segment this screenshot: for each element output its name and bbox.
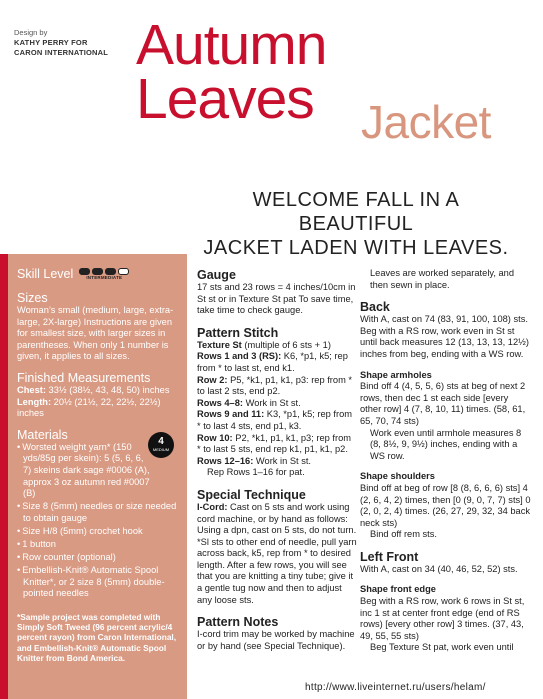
gauge-heading: Gauge <box>197 268 236 282</box>
deck-text <box>196 188 516 260</box>
designer-credit <box>14 28 108 58</box>
sizes-heading: Sizes <box>17 291 48 305</box>
list-item: • 1 button <box>17 539 179 551</box>
armholes-text-2: Work even until armhole measures 8 (8, 8½, 9, 9½) inches, ending with a WS row. <box>370 427 522 461</box>
chest-value: 33½ (38½, 43, 48, 50) inches <box>45 384 170 395</box>
gauge-text: 17 sts and 23 rows = 4 inches/10cm in St st or in Texture St pat To save time, take time to check gauge. <box>197 282 356 316</box>
repeat-text: Rep Rows 1–16 for pat. <box>207 467 305 478</box>
sidebar-panel <box>8 254 187 699</box>
row9-label: Rows 9 and 11: <box>197 409 265 420</box>
skill-bars-icon <box>79 268 129 275</box>
skill-level-row <box>17 267 179 281</box>
length-value: 20½ (21½, 22, 22½, 22½) inches <box>17 396 161 419</box>
skill-level-label: INTERMEDIATE <box>86 274 123 280</box>
shoulders-heading: Shape shoulders <box>360 471 435 482</box>
credit-designer: KATHY PERRY FOR <box>14 38 88 47</box>
icord-body: Cast on 5 sts and work using cord machine, or by hand as follows: Using a dpn, cast on 5 sts, do not turn. *Sl sts to other end of needle, pull yarn across back, k5, rep from * to desired length. After a few rows, you will see that you are knitting a tiny tube; give it a gentle tug now and then to adjust any loose sts. <box>197 501 357 605</box>
sizes-text: Woman’s small (medium, large, extra-large, 2X-large) Instructions are given for smallest size, with larger sizes in parentheses. When only 1 number is given, it applies to all sizes. <box>17 305 174 362</box>
row12-text: Work in St st. <box>253 455 312 466</box>
title-line-3: Jacket <box>361 96 491 148</box>
deck-line-1: WELCOME FALL IN A BEAUTIFUL <box>252 189 460 235</box>
left-front-text: With A, cast on 34 (40, 46, 52, 52) sts. <box>360 563 518 574</box>
list-item: • Embellish-Knit® Automatic Spool Knitter*, or 2 size 8 (5mm) double-pointed needles <box>17 565 179 600</box>
row4-text: Work in St st. <box>243 397 301 408</box>
deck-line-2: JACKET LADEN WITH LEAVES. <box>203 237 509 259</box>
row10-text: P2, *k1, p1, k1, p3; rep from * to last 5 sts, end rep k1, p1, k1, p2. <box>197 432 351 455</box>
texture-label: Texture St <box>197 339 242 350</box>
icord-label: I-Cord: <box>197 501 228 512</box>
shoulders-text-2: Bind off rem sts. <box>370 529 437 540</box>
icord-text <box>197 502 357 606</box>
pattern-stitch-heading: Pattern Stitch <box>197 325 279 340</box>
texture-text: (multiple of 6 sts + 1) <box>241 339 331 350</box>
armholes-heading: Shape armholes <box>360 369 432 380</box>
special-technique-heading: Special Technique <box>197 487 306 502</box>
finished-heading: Finished Measurements <box>17 370 151 385</box>
front-edge-heading: Shape front edge <box>360 584 436 595</box>
back-heading: Back <box>360 300 390 315</box>
column-middle <box>197 268 357 661</box>
yarn-weight-icon <box>148 432 174 458</box>
pattern-notes-heading: Pattern Notes <box>197 615 279 630</box>
footer-url[interactable]: http://www.liveinternet.ru/users/helam/ <box>305 682 486 693</box>
shoulders-text: Bind off at beg of row [8 (8, 6, 6, 6) sts] 4 (2, 6, 4, 2) times, then [0 (9, 0, 7, 7) sts] 0 (2, 0, 2, 4) times. (26, 27, 29, 32, 34 back neck sts) <box>360 482 531 528</box>
materials-heading: Materials <box>17 427 68 442</box>
row12-label: Rows 12–16: <box>197 455 254 466</box>
list-item: • Row counter (optional) <box>17 552 179 564</box>
row1-text: K6, *p1, k5; rep from * to last st, end k1. <box>197 351 348 373</box>
list-item: • Worsted weight yarn* (150 yds/85g per skein): 5 (5, 6, 6, 7) skeins dark sage #0006 (A), approx 3 oz autumn red #0007 (B) <box>17 442 179 500</box>
pattern-stitch-body <box>197 340 357 479</box>
yarn-weight-label: MEDIUM <box>152 447 170 452</box>
credit-company: CARON INTERNATIONAL <box>14 48 109 57</box>
row2-label: Row 2: <box>197 374 228 385</box>
sample-note: *Sample project was completed with Simply Soft Tweed (96 percent acrylic/4 percent rayon) from Caron International, and Embellish-Knit® Automatic Spool Knitter from Bond America. <box>17 611 177 663</box>
row4-label: Rows 4–8: <box>197 397 243 408</box>
row10-label: Row 10: <box>197 432 233 443</box>
skill-level-badge <box>79 268 129 281</box>
left-front-heading: Left Front <box>360 549 419 564</box>
title-line-1: Autumn <box>136 13 327 77</box>
front-edge-text-2: Beg Texture St pat, work even until <box>370 642 514 653</box>
credit-by: Design by <box>14 28 48 37</box>
yarn-weight-number: 4 <box>158 436 164 447</box>
row9-text: K3, *p1, k5; rep from * to last 4 sts, end p1, k3. <box>197 409 353 431</box>
intro-text: Leaves are worked separately, and then sewn in place. <box>370 268 515 290</box>
front-edge-text: Beg with a RS row, work 6 rows in St st, inc 1 st at center front edge (end of RS rows) [every other row] 3 times. (37, 43, 49, 55, 55 sts) <box>360 596 525 641</box>
title-line-2: Leaves <box>136 67 314 131</box>
materials-list <box>17 442 179 600</box>
chest-label: Chest: <box>17 384 46 395</box>
finished-measurements <box>17 385 179 420</box>
length-label: Length: <box>17 396 52 407</box>
column-right <box>360 268 532 654</box>
red-accent-bar <box>0 254 8 699</box>
row2-text: P5, *k1, p1, k1, p3: rep from * to last 2 sts, end p2. <box>197 374 353 397</box>
skill-level-heading: Skill Level <box>17 267 74 281</box>
list-item: • Size H/8 (5mm) crochet hook <box>17 526 179 538</box>
back-text: With A, cast on 74 (83, 91, 100, 108) sts. Beg with a RS row, work even in St st until back measures 12 (13, 13, 13, 12½) inches from beg, ending with a WS row. <box>360 314 529 359</box>
list-item: • Size 8 (5mm) needles or size needed to obtain gauge <box>17 501 179 524</box>
pattern-notes-text: I-cord trim may be worked by machine or by hand (see Special Technique). <box>197 629 355 651</box>
row1-label: Rows 1 and 3 (RS): <box>197 351 282 362</box>
armholes-text: Bind off 4 (4, 5, 5, 6) sts at beg of next 2 rows, then dec 1 st each side [every other row] 4 (7, 8, 10, 11) times. (58, 61, 65, 70, 74 sts) <box>360 381 526 426</box>
